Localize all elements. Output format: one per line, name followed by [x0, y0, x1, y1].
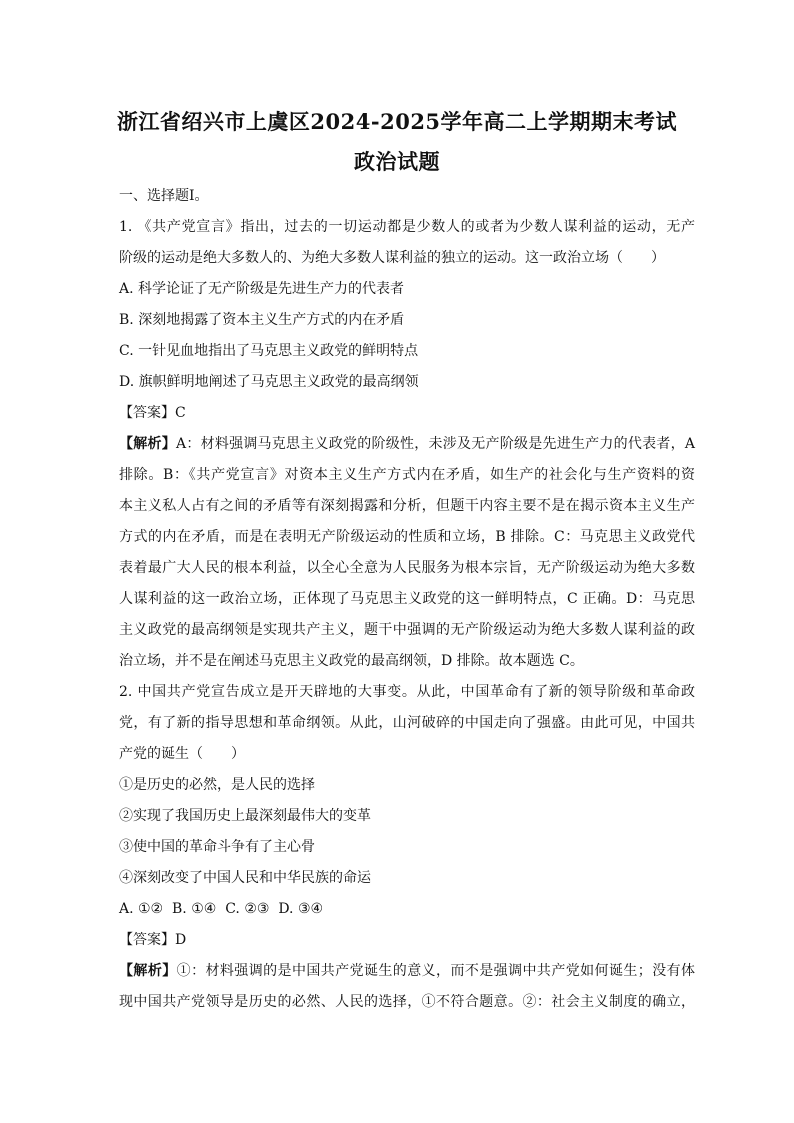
q1-analysis-line: 人谋利益的这一政治立场，正体现了马克思主义政党的这一鲜明特点，C 正确。D：马克思 [119, 591, 695, 607]
q2-analysis-line: 现中国共产党领导是历史的必然、人民的选择，①不符合题意。②：社会主义制度的确立， [119, 994, 695, 1010]
q1-analysis-line: 本主义私人占有之间的矛盾等有深刻揭露和分析，但题干内容主要不是在揭示资本主义生产 [119, 498, 695, 514]
q2-analysis-text: ①：材料强调的是中国共产党诞生的意义，而不是强调中共产党如何诞生；没有体 [176, 963, 696, 979]
q2-options: A. ①② B. ①④ C. ②③ D. ③④ [119, 901, 324, 917]
q2-analysis-label: 【解析】 [119, 963, 177, 979]
q1-analysis-line: 治立场，并不是在阐述马克思主义政党的最高纲领，D 排除。故本题选 C。 [119, 653, 584, 669]
q1-answer: 【答案】C [119, 405, 186, 421]
q2-stem-line: 产党的诞生（ ） [119, 746, 245, 762]
q1-stem-line: 1. 《共产党宣言》指出，过去的一切运动都是少数人的或者为少数人谋利益的运动，无产 [119, 219, 695, 235]
q2-statement-4: ④深刻改变了中国人民和中华民族的命运 [119, 870, 371, 886]
page-subtitle: 政治试题 [354, 149, 440, 174]
q1-option-a: A. 科学论证了无产阶级是先进生产力的代表者 [119, 281, 405, 297]
q1-analysis-line: 表着最广大人民的根本利益，以全心全意为人民服务为根本宗旨，无产阶级运动为绝大多数 [119, 560, 695, 576]
page-title: 浙江省绍兴市上虞区2024-2025学年高二上学期期末考试 [116, 109, 678, 134]
q2-statement-1: ①是历史的必然，是人民的选择 [119, 777, 315, 793]
q1-option-d: D. 旗帜鲜明地阐述了马克思主义政党的最高纲领 [119, 374, 419, 390]
q2-statement-3: ③使中国的革命斗争有了主心骨 [119, 839, 315, 855]
q1-option-c: C. 一针见血地指出了马克思主义政党的鲜明特点 [119, 343, 419, 359]
q1-analysis-text: A：材料强调马克思主义政党的阶级性，未涉及无产阶级是先进生产力的代表者，A [175, 436, 696, 452]
q1-analysis-line: 主义政党的最高纲领是实现共产主义，题干中强调的无产阶级运动为绝大多数人谋利益的政 [119, 622, 695, 638]
q1-analysis-line: 方式的内在矛盾，而是在表明无产阶级运动的性质和立场，B 排除。C：马克思主义政党代 [119, 529, 695, 545]
section-heading: 一、选择题Ⅰ。 [119, 188, 209, 204]
q1-analysis-label: 【解析】 [119, 436, 176, 452]
q2-analysis-line [119, 961, 695, 981]
q2-statement-2: ②实现了我国历史上最深刻最伟大的变革 [119, 808, 371, 824]
q1-analysis-line: 排除。B：《共产党宣言》对资本主义生产方式内在矛盾，如生产的社会化与生产资料的资 [119, 467, 695, 483]
q1-analysis-line [119, 434, 695, 454]
q1-option-b: B. 深刻地揭露了资本主义生产方式的内在矛盾 [119, 312, 405, 328]
q2-answer: 【答案】D [119, 932, 187, 948]
q2-stem-line: 2. 中国共产党宣告成立是开天辟地的大事变。从此，中国革命有了新的领导阶级和革命政 [119, 684, 695, 700]
q1-stem-line: 阶级的运动是绝大多数人的、为绝大多数人谋利益的独立的运动。这一政治立场（ ） [119, 250, 665, 266]
q2-stem-line: 党，有了新的指导思想和革命纲领。从此，山河破碎的中国走向了强盛。由此可见，中国共 [119, 715, 695, 731]
